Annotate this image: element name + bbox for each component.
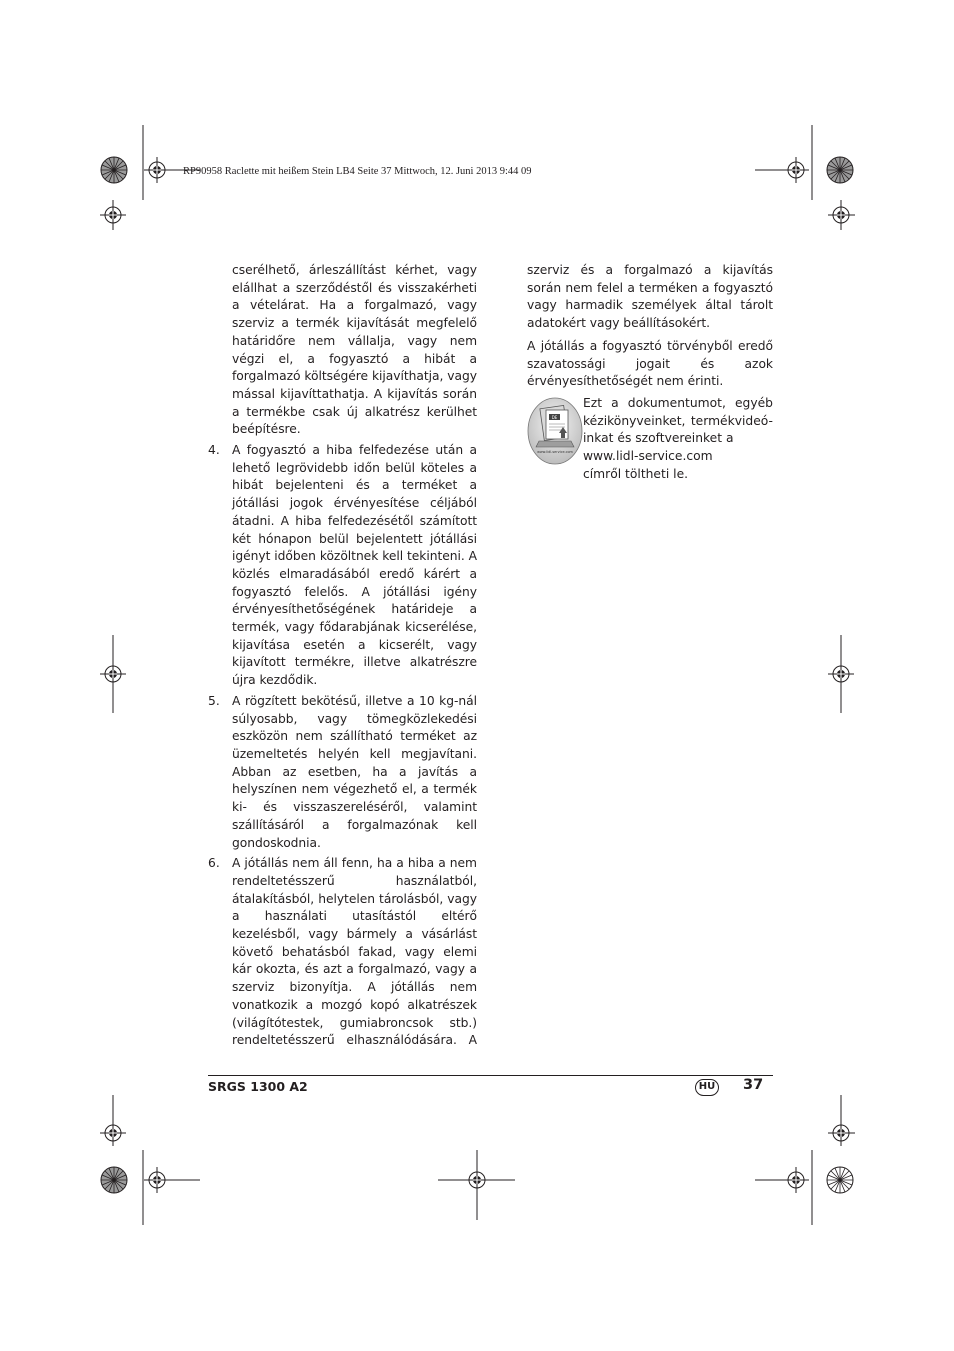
download-line: inkat és szoftvereinket a xyxy=(583,431,734,446)
list-item xyxy=(208,442,477,690)
list-number: 5. xyxy=(208,693,220,708)
list-text: A rögzített bekötésű, illetve a 10 kg-nál súlyosabb, vagy tömegközlekedési eszközön nem szállítható terméket az üzemeltetés helyén kell megjavítani. Abban az esetben, ha a javítás a helyszínen nem végezhető el, a termék ki- és visszaszereléséről, valamint szállításáról a forgalmazónak kell gondoskodnia. xyxy=(232,693,477,850)
warranty-rights-paragraph: A jótállás a fogyasztó törvényből eredő szavatossági jogait és azok érvényesíthetőségét nem érinti. xyxy=(527,338,773,389)
download-line: Ezt a dokumentumot, egyéb xyxy=(583,395,773,410)
left-column xyxy=(208,262,477,1050)
list-item xyxy=(208,693,477,852)
list-text: A jótállás nem áll fenn, ha a hiba a nem rendeltetésszerű használatból, átalakításból, helytelen tárolásból, vagy a használati utasítástól eltérő kezelésből, vagy bármely a vásárlást követő behatásból fakad, vagy elemi kár okozta, és azt a forgalmazó, vagy a szerviz bizonyítja. A jótállás nem vonatkozik a mozgó kopó alkatrészek (világítótestek, gumiabroncsok stb.) rendeltetésszerű elhasználódására. A xyxy=(232,856,477,1048)
list-text: A fogyasztó a hiba felfedezése után a lehető legrövidebb időn belül köteles a hibát bejelenteni és a terméket a jótállási jogok érvényesítése céljából átadni. A hiba felfedezésétől számított két hónapon belül bejelentett jótállási igényt időben közöltnek kell tekinteni. A közlés elmaradásából eredő kárért a fogyasztó felelős. A jótállási igény érvényesíthetőségének határideje a termék, vagy fődarabjának kicserélése, kijavítása esetén a kicserélt, vagy kijavított termékre, illetve alkatrészre újra kezdődik. xyxy=(232,443,477,688)
download-info xyxy=(527,395,773,484)
language-badge: HU xyxy=(695,1079,719,1096)
list-number: 6. xyxy=(208,856,220,871)
warranty-continuation-right: szerviz és a forgalmazó a kijavítás során nem felel a terméken a fogyasztó vagy harmadik személyek által tárolt adatokért vagy beállításokért. xyxy=(527,263,773,331)
print-slug: RP90958 Raclette mit heißem Stein LB4 Seite 37 Mittwoch, 12. Juni 2013 9:44 09 xyxy=(183,166,532,177)
download-line: kézikönyveinket, termékvideó- xyxy=(583,413,773,428)
list-item xyxy=(208,855,477,1050)
page-number: 37 xyxy=(743,1077,764,1093)
icon-label-top: DE xyxy=(551,414,558,420)
list-number: 4. xyxy=(208,443,220,458)
download-text xyxy=(583,395,773,484)
icon-label-bottom: www.lidl-service.com xyxy=(537,449,573,454)
right-column xyxy=(527,262,773,483)
download-url: www.lidl-service.com xyxy=(583,449,713,464)
download-line: címről töltheti le. xyxy=(583,466,689,481)
lidl-service-download-icon xyxy=(527,397,583,465)
model-number: SRGS 1300 A2 xyxy=(208,1079,308,1094)
footer-rule xyxy=(208,1075,773,1076)
warranty-continuation: cserélhető, árleszállítást kérhet, vagy elállhat a szerződéstől és visszakérheti a vételárat. Ha a forgalmazó, vagy szerviz a termék kijavítását megfelelő határidőre nem vállalja, vagy nem végzi el, a fogyasztó a hibát a forgalmazó költségére kijavíthatja, vagy mással kijavíttathatja. A kijavítás során a termékbe csak új alkatrész kerülhet beépítésre. xyxy=(232,263,477,437)
